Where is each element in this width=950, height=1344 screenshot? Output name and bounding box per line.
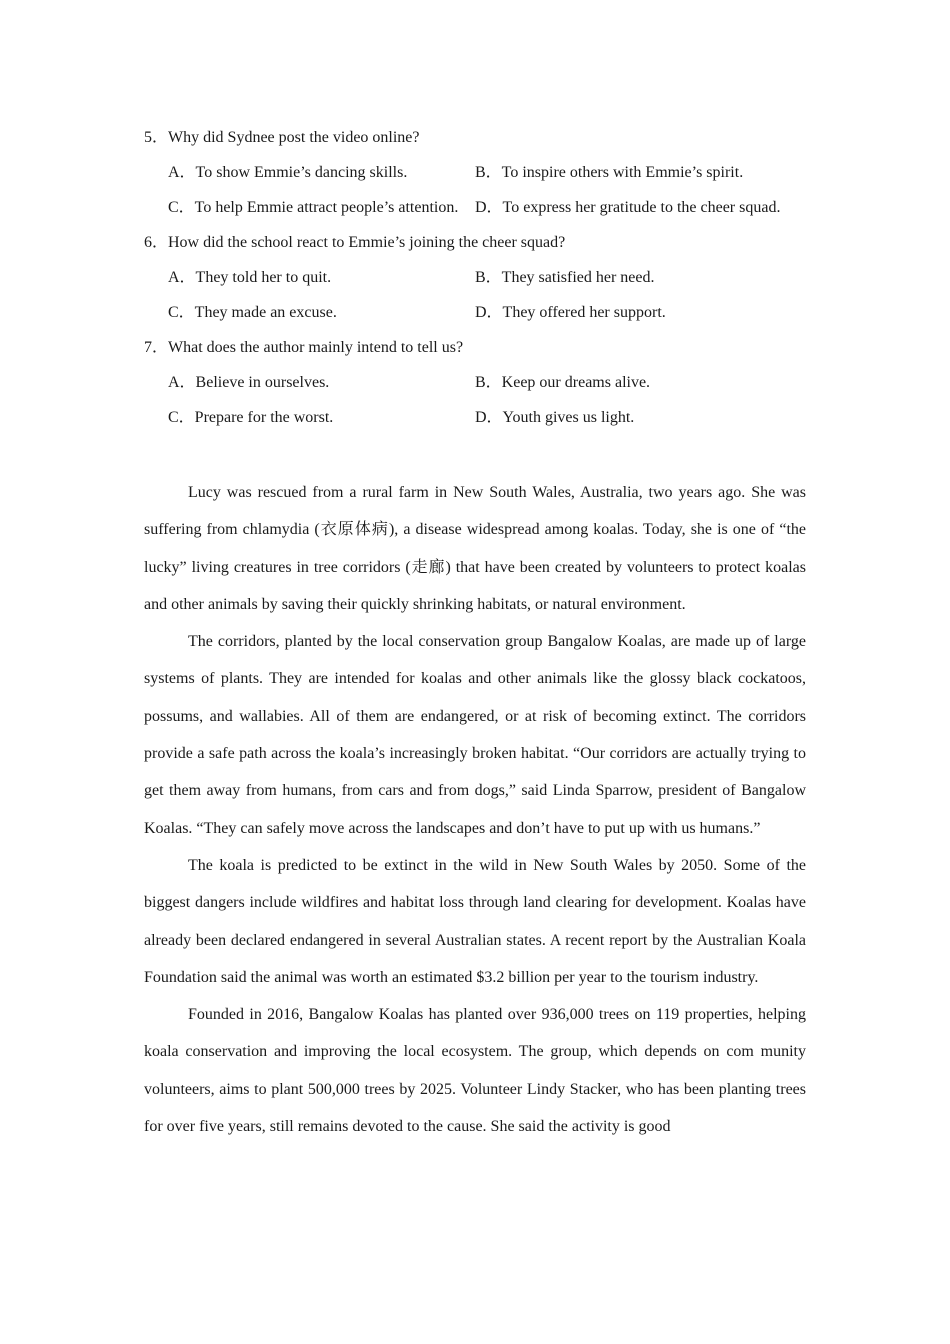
question-7-option-d: D．Youth gives us light. [475, 409, 635, 426]
question-6-option-c: C．They made an excuse. [168, 304, 337, 321]
reading-passage [144, 474, 806, 1145]
question-6-option-b: B．They satisfied her need. [475, 269, 655, 286]
question-7-option-a: A．Believe in ourselves. [168, 374, 330, 391]
question-5-option-d: D．To express her gratitude to the cheer squad. [475, 199, 781, 216]
passage-paragraph-2: The corridors, planted by the local conservation group Bangalow Koalas, are made up of large systems of plants. They are intended for koalas and other animals like the glossy black cockatoos, possums, and wallabies. All of them are endangered, or at risk of becoming extinct. The corridors provide a safe path across the koala’s increasingly broken habitat. “Our corridors are actually trying to get them away from humans, from cars and from dogs,” said Linda Sparrow, president of Bangalow Koalas. “They can safely move across the landscapes and don’t have to put up with us humans.” [144, 633, 806, 837]
question-6-option-a: A．They told her to quit. [168, 269, 332, 286]
passage-paragraph-1: Lucy was rescued from a rural farm in New South Wales, Australia, two years ago. She was suffering from chlamydia (衣原体病), a disease widespread among koalas. Today, she is one of “the lucky” living creatures in tree corridors (走廊) that have been created by volunteers to protect koalas and other animals by saving their quickly shrinking habitats, or natural environment. [144, 484, 806, 613]
question-6-option-d: D．They offered her support. [475, 304, 666, 321]
question-5-option-b: B．To inspire others with Emmie’s spirit. [475, 164, 744, 181]
question-5-option-a: A．To show Emmie’s dancing skills. [168, 164, 408, 181]
question-7-stem: 7．What does the author mainly intend to tell us? [144, 339, 464, 356]
question-5-stem: 5．Why did Sydnee post the video online? [144, 129, 420, 146]
passage-paragraph-4: Founded in 2016, Bangalow Koalas has planted over 936,000 trees on 119 properties, helping koala conservation and improving the local ecosystem. The group, which depends on com munity volunteers, aims to plant 500,000 trees by 2025. Volunteer Lindy Stacker, who has been planting trees for over five years, still remains devoted to the cause. She said the activity is good [144, 1006, 806, 1136]
question-7-option-c: C．Prepare for the worst. [168, 409, 334, 426]
question-5-option-c: C．To help Emmie attract people’s attention. [168, 199, 459, 216]
question-6-stem: 6．How did the school react to Emmie’s joining the cheer squad? [144, 234, 566, 251]
passage-paragraph-3: The koala is predicted to be extinct in the wild in New South Wales by 2050. Some of the biggest dangers include wildfires and habitat loss through land clearing for development. Koalas have already been declared endangered in several Australian states. A recent report by the Australian Koala Foundation said the animal was worth an estimated $3.2 billion per year to the tourism industry. [144, 856, 806, 986]
question-7-option-b: B．Keep our dreams alive. [475, 374, 651, 391]
